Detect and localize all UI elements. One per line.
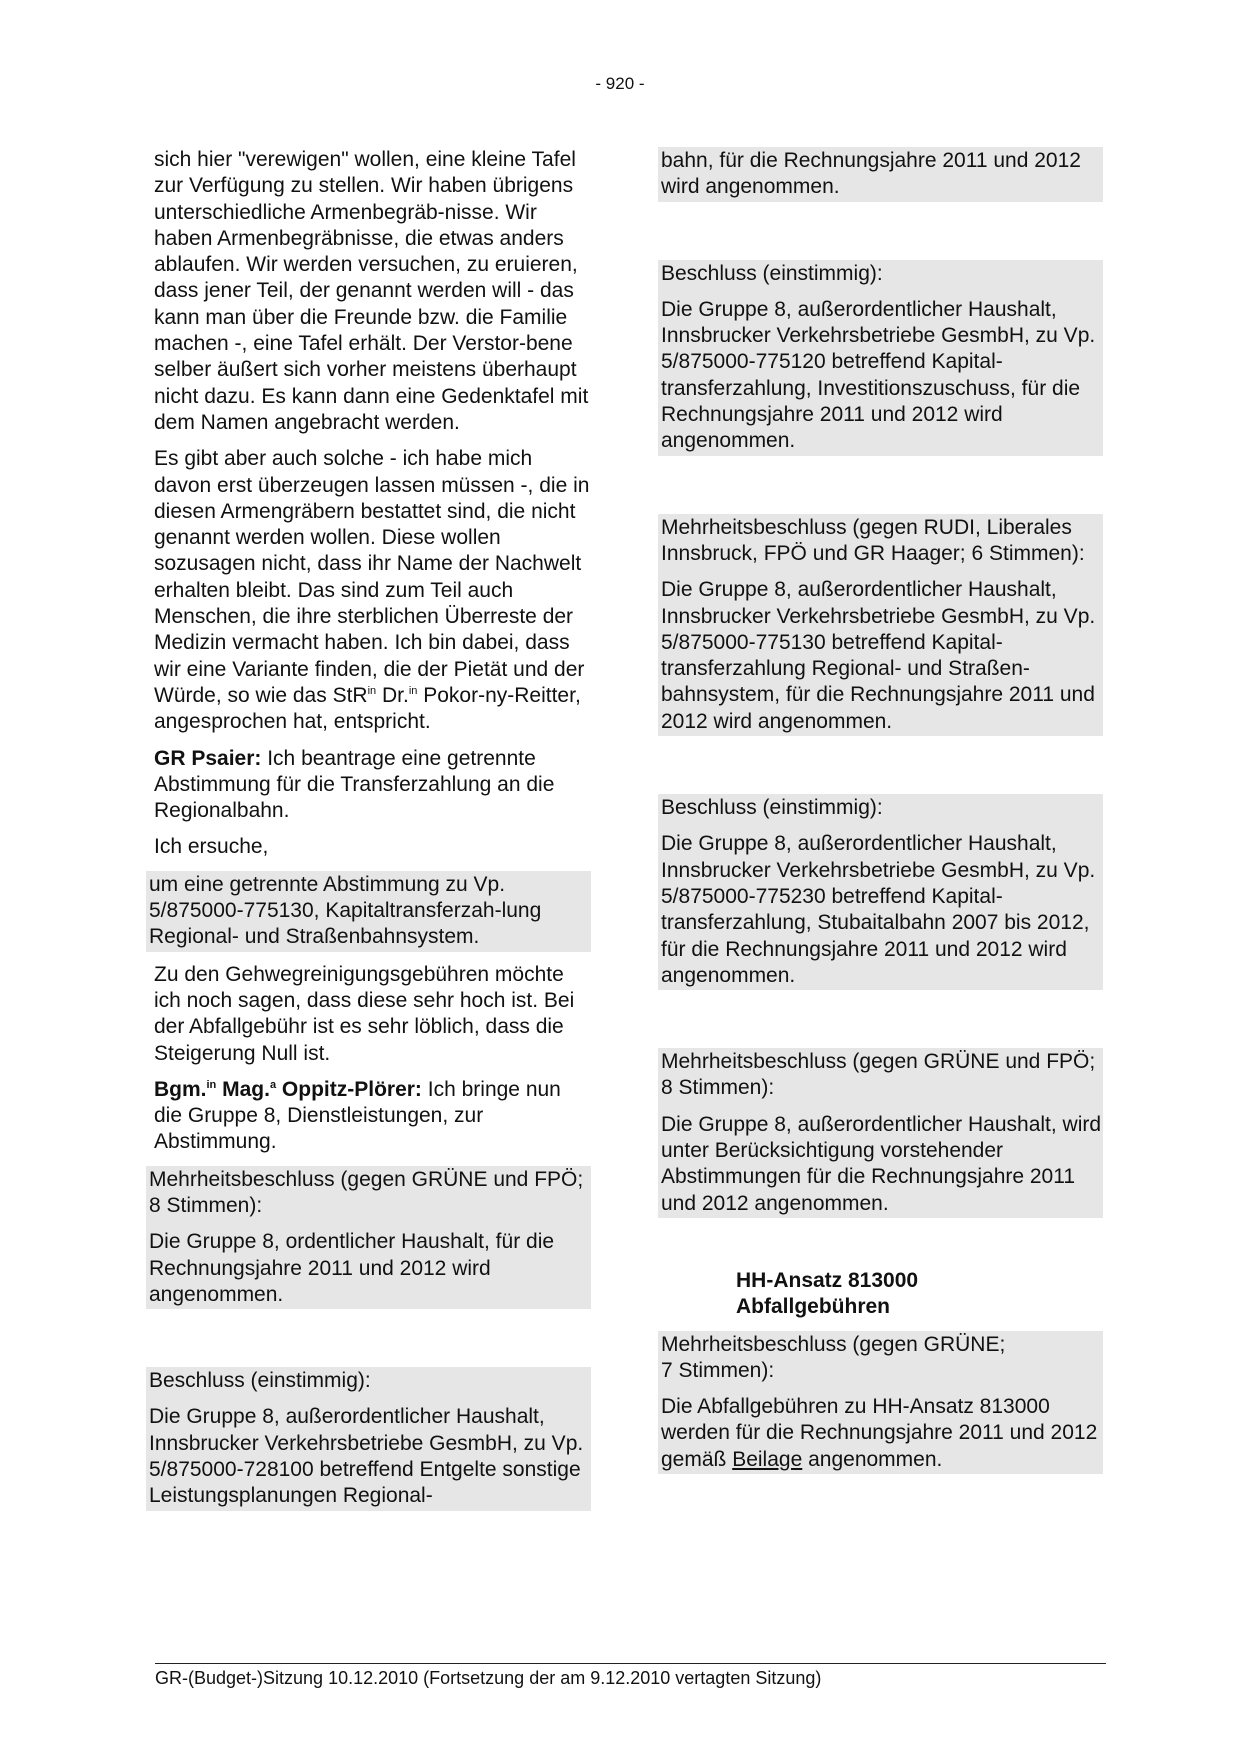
resolution-box-775120 <box>658 260 1103 456</box>
paragraph-text: Dr. <box>376 683 409 707</box>
speech-text: Ich bringe nun die Gruppe 8, Dienstleistungen, zur Abstimmung. <box>154 1077 561 1154</box>
resolution-title <box>661 1332 1103 1385</box>
speaker-name: GR Psaier: <box>154 746 262 770</box>
resolution-text-part: Die Abfallgebühren zu HH-Ansatz 813000 werden für die Rechnungsjahre 2011 und 2012 gemäß <box>661 1395 1098 1471</box>
resolution-text: Die Gruppe 8, ordentlicher Haushalt, für die Rechnungsjahre 2011 und 2012 wird angenommen. <box>149 1230 555 1306</box>
resolution-text: Die Gruppe 8, außerordentlicher Haushalt, Innsbrucker Verkehrsbetriebe GesmbH, zu Vp. 5/875000-775120 betreffend Kapital-transferzahlung, Investitionszuschuss, für die Rechnungsjahre 2011 und 2012 wird angenommen. <box>661 297 1096 453</box>
spacer <box>658 1000 1103 1048</box>
resolution-box-ordentlich <box>146 1166 591 1309</box>
paragraph-armengraeber <box>154 446 591 735</box>
footer-divider <box>155 1663 1106 1664</box>
heading-line: HH-Ansatz 813000 <box>736 1268 919 1292</box>
resolution-box-775230 <box>658 794 1103 990</box>
resolution-text <box>661 1394 1103 1473</box>
footer-text: GR-(Budget-)Sitzung 10.12.2010 (Fortsetzung der am 9.12.2010 vertagten Sitzung) <box>155 1668 822 1688</box>
paragraph-oppitz-ploerer <box>154 1077 591 1156</box>
paragraph-armenbegraebnisse: sich hier "verewigen" wollen, eine kleine Tafel zur Verfügung zu stellen. Wir haben übrigens unterschiedliche Armenbegräb-nisse. Wir haben Armenbegräbnisse, die etwas anders ablaufen. Wir werden versuchen, zu eruieren, dass jener Teil, der genannt werden will - das kann man über die Freunde bzw. die Familie machen -, eine Tafel erhält. Der Verstor-bene selber äußert sich vorher meistens überhaupt nicht dazu. Es kann dann eine Gedenktafel mit dem Namen angebracht werden. <box>154 148 589 434</box>
section-heading <box>736 1268 1103 1321</box>
resolution-title-line: Mehrheitsbeschluss (gegen GRÜNE; <box>661 1332 1006 1356</box>
paragraph-gehwegreinigung: Zu den Gehwegreinigungsgebühren möchte ich noch sagen, dass diese sehr hoch ist. Bei der Abfallgebühr ist es sehr löblich, dass die Steigerung Null ist. <box>154 962 575 1065</box>
speaker-name <box>154 1078 422 1101</box>
resolution-title: Mehrheitsbeschluss (gegen RUDI, Liberales Innsbruck, FPÖ und GR Haager; 6 Stimmen): <box>661 515 1085 565</box>
resolution-text: Die Gruppe 8, außerordentlicher Haushalt, Innsbrucker Verkehrsbetriebe GesmbH, zu Vp. 5/875000-775230 betreffend Kapital-transferzahlung, Stubaitalbahn 2007 bis 2012, für die Rechnungsjahre 2011 und 2012 wird angenommen. <box>661 832 1096 987</box>
resolution-title: Mehrheitsbeschluss (gegen GRÜNE und FPÖ; 8 Stimmen): <box>149 1167 584 1217</box>
beilage-link[interactable]: Beilage <box>732 1447 803 1471</box>
superscript: in <box>408 684 418 697</box>
heading-line: Abfallgebühren <box>736 1295 891 1319</box>
resolution-title: Mehrheitsbeschluss (gegen GRÜNE und FPÖ; 8 Stimmen): <box>661 1050 1096 1100</box>
left-column <box>146 147 591 1521</box>
resolution-box-775130 <box>658 514 1103 736</box>
motion-box <box>146 871 591 952</box>
spacer <box>146 1319 591 1367</box>
page-number: - 920 - <box>595 74 645 93</box>
resolution-title: Beschluss (einstimmig): <box>661 261 883 285</box>
resolution-box-continued <box>658 147 1103 202</box>
motion-text: um eine getrennte Abstimmung zu Vp. 5/875000-775130, Kapitaltransferzah-lung Regional- und Straßenbahnsystem. <box>149 872 542 949</box>
resolution-title: Beschluss (einstimmig): <box>661 796 883 820</box>
paragraph-ersuche: Ich ersuche, <box>154 835 269 859</box>
speech-text: Ich beantrage eine getrennte Abstimmung für die Transferzahlung an die Regionalbahn. <box>154 746 555 823</box>
superscript: a <box>269 1078 277 1091</box>
resolution-title-line: 7 Stimmen): <box>661 1358 775 1382</box>
resolution-text: Die Gruppe 8, außerordentlicher Haushalt, Innsbrucker Verkehrsbetriebe GesmbH, zu Vp. 5/875000-728100 betreffend Entgelte sonstige Leistungsplanungen Regional- <box>149 1405 584 1508</box>
superscript: in <box>206 1078 217 1091</box>
paragraph-text: Es gibt aber auch solche - ich habe mich davon erst überzeugen lassen müssen -, die in diesen Armengräbern bestattet sind, die nicht genannt werden wollen. Diese wollen sozusagen nicht, dass ihr Name der Nachwelt erhalten bleibt. Das sind zum Teil auch Menschen, die ihre sterblichen Überreste der Medizin vermacht haben. Ich bin dabei, dass wir eine Variante finden, die der Pietät und der Würde, so wie das StR <box>154 447 590 707</box>
superscript: in <box>367 684 377 697</box>
resolution-text-part: angenommen. <box>802 1447 943 1471</box>
speaker-title: Mag. <box>216 1077 270 1101</box>
spacer <box>658 1228 1103 1268</box>
spacer <box>658 212 1103 260</box>
resolution-box-gruppe8-gesamt <box>658 1048 1103 1218</box>
resolution-title: Beschluss (einstimmig): <box>149 1369 371 1393</box>
paragraph-text: Pokor-ny-Reitter, angesprochen hat, entspricht. <box>154 683 581 734</box>
spacer <box>658 466 1103 514</box>
right-column <box>658 147 1103 1484</box>
resolution-text: Die Gruppe 8, außerordentlicher Haushalt, wird unter Berücksichtigung vorstehender Abstimmungen für die Rechnungsjahre 2011 und 2012 angenommen. <box>661 1112 1102 1215</box>
speaker-title: Bgm. <box>154 1077 207 1101</box>
resolution-text: Die Gruppe 8, außerordentlicher Haushalt, Innsbrucker Verkehrsbetriebe GesmbH, zu Vp. 5/875000-775130 betreffend Kapital-transferzahlung Regional- und Straßen-bahnsystem, für die Rechnungsjahre 2011 und 2012 wird angenommen. <box>661 578 1096 733</box>
resolution-text: bahn, für die Rechnungsjahre 2011 und 2012 wird angenommen. <box>661 149 1081 199</box>
spacer <box>658 746 1103 794</box>
resolution-box-728100 <box>146 1367 591 1510</box>
resolution-box-abfallgebuehren <box>658 1331 1103 1474</box>
paragraph-psaier <box>154 746 591 825</box>
speaker-surname: Oppitz-Plörer: <box>276 1077 422 1101</box>
